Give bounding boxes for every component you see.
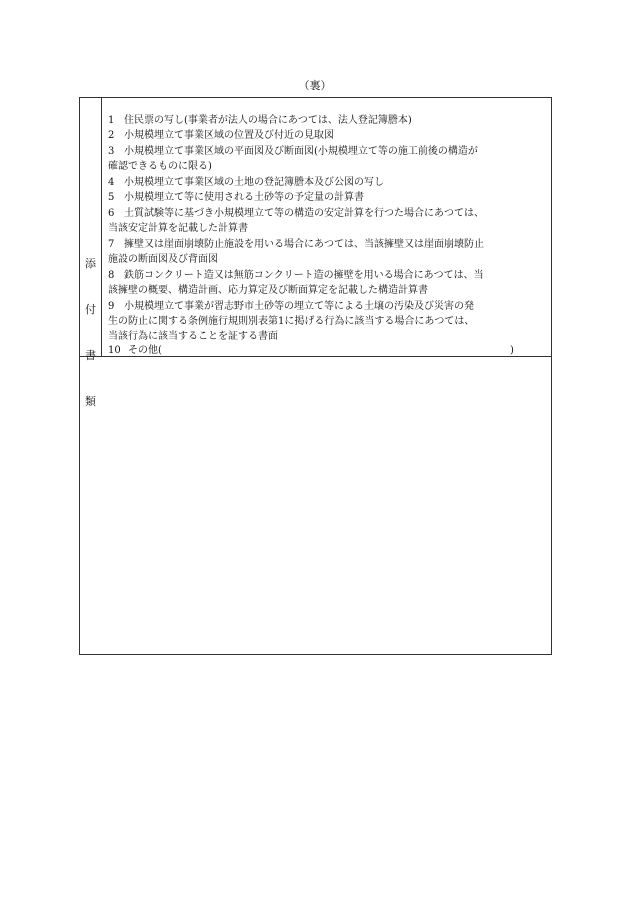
label-char-3: 書 [85, 349, 96, 362]
item-text: 擁壁又は崖面崩壊防止施設を用いる場合にあつては、当該擁壁又は崖面崩壊防止 [124, 239, 484, 250]
item-number: 6 [108, 208, 115, 219]
attachment-item-9 [108, 299, 548, 315]
attachment-item-8-cont: 該擁壁の概要、構造計画、応力算定及び断面算定を記載した構造計算書 [108, 285, 428, 296]
attachment-item-1 [108, 113, 548, 129]
item-text: 鉄筋コンクリート造又は無筋コンクリート造の擁壁を用いる場合にあつては、当 [124, 270, 484, 281]
item-number: 5 [108, 192, 115, 203]
item-text: 小規模埋立て等に使用される土砂等の予定量の計算書 [124, 192, 364, 203]
attachment-form-table [79, 97, 552, 655]
item-text: 土質試験等に基づき小規模埋立て等の構造の安定計算を行つた場合にあつては、 [124, 208, 484, 219]
attachment-item-2 [108, 128, 548, 144]
attachment-item-6 [108, 206, 548, 222]
item-number: 4 [108, 177, 115, 188]
attachment-item-6-cont: 当該安定計算を記載した計算書 [108, 223, 248, 234]
attachments-row [80, 98, 551, 408]
item-text: 小規模埋立て事業区域の位置及び付近の見取図 [124, 130, 334, 141]
item-text: 小規模埋立て事業区域の土地の登記簿謄本及び公図の写し [124, 177, 384, 188]
attachment-item-4 [108, 175, 548, 191]
item-number: 3 [108, 146, 115, 157]
other-close-paren: ) [510, 345, 514, 356]
item-text: その他( [128, 345, 162, 356]
attachment-item-8 [108, 268, 548, 284]
label-char-4: 類 [85, 395, 96, 408]
attachments-list [102, 98, 551, 356]
attachment-item-7-cont: 施設の断面図及び背面図 [108, 254, 218, 265]
item-number: 1 [108, 115, 115, 126]
item-text: 住民票の写し(事業者が法人の場合にあつては、法人登記簿謄本) [124, 115, 412, 126]
attachments-label-cell [80, 98, 102, 408]
attachment-item-3 [108, 144, 548, 160]
attachment-item-7 [108, 237, 548, 253]
item-number: 9 [108, 301, 115, 312]
item-number: 8 [108, 270, 115, 281]
item-text: 小規模埋立て事業区域の平面図及び断面図(小規模埋立て等の施工前後の構造が [124, 146, 478, 157]
attachment-item-5 [108, 190, 548, 206]
blank-notes-area [80, 357, 551, 654]
label-char-2: 付 [85, 303, 96, 316]
item-number: 7 [108, 239, 115, 250]
label-char-1: 添 [85, 257, 96, 270]
page-side-label: （裏） [298, 79, 332, 92]
attachment-item-9-cont-1: 生の防止に関する条例施行規則別表第1に掲げる行為に該当する場合にあつては、 [108, 316, 475, 327]
item-text: 小規模埋立て事業が習志野市土砂等の埋立て等による土壌の汚染及び災害の発 [124, 301, 474, 312]
attachment-item-9-cont-2: 当該行為に該当することを証する書面 [108, 331, 278, 342]
item-number: 2 [108, 130, 115, 141]
item-number: 10 [108, 345, 121, 356]
attachment-item-3-cont: 確認できるものに限る) [108, 161, 212, 172]
